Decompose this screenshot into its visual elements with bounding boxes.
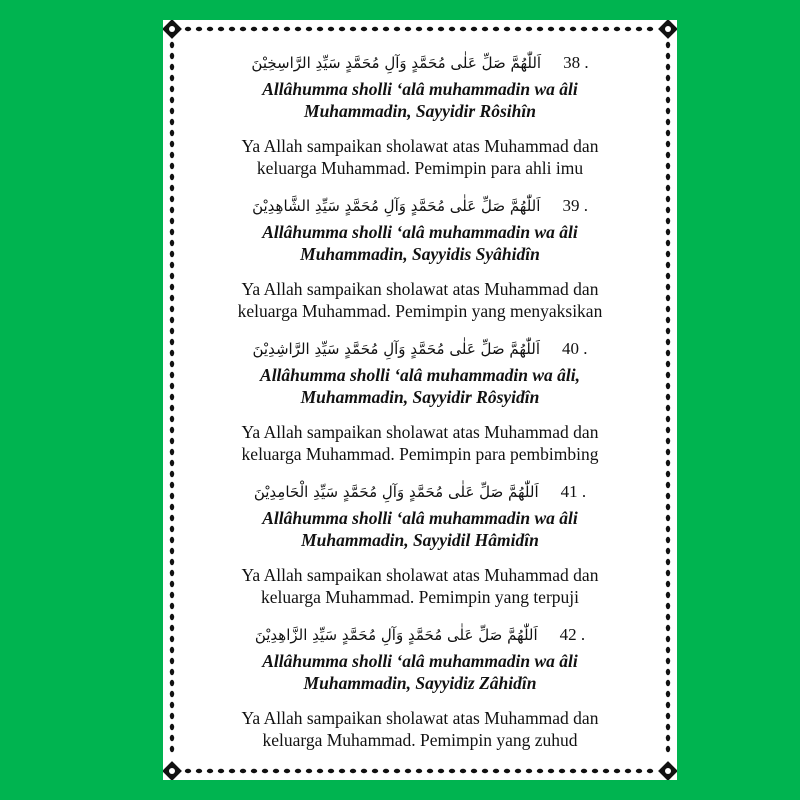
border-bead: [229, 769, 235, 773]
latin-line: Allâhumma sholli ‘alâ muhammadin wa âli: [262, 79, 578, 99]
border-bead: [603, 27, 609, 31]
prayer-entry: [163, 477, 677, 608]
border-bead: [416, 769, 422, 773]
entry-number: 39 .: [562, 196, 588, 215]
border-bead: [592, 769, 598, 773]
border-bead: [339, 27, 345, 31]
latin-line: Allâhumma sholli ‘alâ muhammadin wa âli: [262, 222, 578, 242]
border-bead: [218, 27, 224, 31]
arabic-text: اَللّٰهُمَّ صَلِّ عَلٰى مُحَمَّدٍ وَآلِ مُحَمَّدٍ سَيِّدِ الرَّاسِخِيْنَ: [251, 54, 542, 72]
translation-line: keluarga Muhammad. Pemimpin yang zuhud: [262, 730, 578, 750]
translation: [163, 564, 677, 608]
border-bead: [482, 769, 488, 773]
translation-line: Ya Allah sampaikan sholawat atas Muhammad dan: [241, 279, 599, 299]
latin-line: Allâhumma sholli ‘alâ muhammadin wa âli: [262, 651, 578, 671]
arabic-text: اَللّٰهُمَّ صَلِّ عَلٰى مُحَمَّدٍ وَآلِ مُحَمَّدٍ سَيِّدِ الشَّاهِدِيْنَ: [252, 197, 541, 215]
border-bead: [240, 769, 246, 773]
border-bead: [394, 769, 400, 773]
latin-transliteration: [163, 507, 677, 551]
border-bead: [559, 27, 565, 31]
border-bead: [427, 769, 433, 773]
border-bead: [218, 769, 224, 773]
latin-line: Allâhumma sholli ‘alâ muhammadin wa âli,: [260, 365, 580, 385]
prayer-entry: [163, 191, 677, 322]
border-bead: [306, 769, 312, 773]
latin-line: Allâhumma sholli ‘alâ muhammadin wa âli: [262, 508, 578, 528]
border-bead: [196, 769, 202, 773]
border-bead: [185, 27, 191, 31]
border-bead: [350, 27, 356, 31]
border-bead: [185, 769, 191, 773]
border-bead: [207, 27, 213, 31]
border-bead: [361, 769, 367, 773]
border-bead: [427, 27, 433, 31]
border-bead: [581, 27, 587, 31]
corner-ornament-center: [665, 768, 671, 774]
latin-transliteration: [163, 650, 677, 694]
translation: [163, 707, 677, 751]
border-bead: [559, 769, 565, 773]
arabic-text: اَللّٰهُمَّ صَلِّ عَلٰى مُحَمَّدٍ وَآلِ مُحَمَّدٍ سَيِّدِ الرَّاشِدِيْنَ: [252, 340, 540, 358]
translation-line: Ya Allah sampaikan sholawat atas Muhammad dan: [241, 565, 599, 585]
latin-line: Muhammadin, Sayyidil Hâmidîn: [301, 530, 539, 550]
border-bead: [350, 769, 356, 773]
prayer-list: [163, 48, 677, 751]
border-bead: [372, 27, 378, 31]
border-bead: [438, 27, 444, 31]
arabic-line: [163, 334, 677, 364]
border-bead: [537, 769, 543, 773]
border-bead: [548, 769, 554, 773]
translation-line: Ya Allah sampaikan sholawat atas Muhammad dan: [241, 136, 599, 156]
translation-line: Ya Allah sampaikan sholawat atas Muhammad dan: [241, 422, 599, 442]
border-bead: [625, 27, 631, 31]
prayer-entry: [163, 48, 677, 179]
border-bead: [526, 27, 532, 31]
border-bead: [493, 27, 499, 31]
border-bead: [383, 27, 389, 31]
entry-number: 40 .: [562, 339, 588, 358]
border-bead: [504, 27, 510, 31]
corner-ornament-center: [169, 768, 175, 774]
border-bead: [625, 769, 631, 773]
border-bead: [460, 769, 466, 773]
border-bead: [614, 769, 620, 773]
border-bead: [251, 769, 257, 773]
border-bead: [207, 769, 213, 773]
border-bead: [537, 27, 543, 31]
border-bead: [471, 769, 477, 773]
border-bead: [339, 769, 345, 773]
border-bead: [647, 769, 653, 773]
border-bead: [372, 769, 378, 773]
arabic-line: [163, 477, 677, 507]
border-bead: [416, 27, 422, 31]
entry-number: 42 .: [559, 625, 586, 644]
arabic-text: اَللّٰهُمَّ صَلِّ عَلٰى مُحَمَّدٍ وَآلِ مُحَمَّدٍ سَيِّدِ الزَّاهِدِيْنَ: [254, 626, 538, 644]
translation-line: Ya Allah sampaikan sholawat atas Muhammad dan: [241, 708, 599, 728]
entry-number: 41 .: [560, 482, 587, 501]
border-bead: [394, 27, 400, 31]
translation-line: keluarga Muhammad. Pemimpin yang terpuji: [260, 587, 580, 607]
border-bead: [262, 769, 268, 773]
latin-line: Muhammadin, Sayyidiz Zâhidîn: [303, 673, 537, 693]
border-bead: [493, 769, 499, 773]
latin-transliteration: [163, 221, 677, 265]
translation-line: keluarga Muhammad. Pemimpin para ahli imu: [256, 158, 584, 178]
border-bead: [548, 27, 554, 31]
border-bead: [460, 27, 466, 31]
border-bead: [295, 27, 301, 31]
latin-line: Muhammadin, Sayyidir Rôsihîn: [304, 101, 536, 121]
border-bead: [515, 27, 521, 31]
prayer-entry: [163, 620, 677, 751]
border-bead: [229, 27, 235, 31]
latin-line: Muhammadin, Sayyidis Syâhidîn: [300, 244, 540, 264]
border-bead: [284, 27, 290, 31]
border-bead: [328, 27, 334, 31]
border-bead: [317, 27, 323, 31]
border-bead: [405, 769, 411, 773]
border-bead: [284, 769, 290, 773]
document-page: [163, 20, 677, 780]
arabic-line: [163, 48, 677, 78]
arabic-line: [163, 191, 677, 221]
translation-line: keluarga Muhammad. Pemimpin yang menyaksikan: [237, 301, 603, 321]
latin-line: Muhammadin, Sayyidir Rôsyidîn: [300, 387, 540, 407]
border-bead: [240, 27, 246, 31]
translation-line: keluarga Muhammad. Pemimpin para pembimbing: [241, 444, 599, 464]
border-bead: [482, 27, 488, 31]
border-bead: [383, 769, 389, 773]
corner-ornament-center: [169, 26, 175, 32]
entry-number: 38 .: [563, 53, 589, 72]
border-bead: [317, 769, 323, 773]
border-bead: [614, 27, 620, 31]
border-bead: [295, 769, 301, 773]
border-bead: [273, 27, 279, 31]
border-bead: [251, 27, 257, 31]
border-bead: [504, 769, 510, 773]
latin-transliteration: [163, 78, 677, 122]
border-bead: [405, 27, 411, 31]
border-bead: [647, 27, 653, 31]
border-bead: [526, 769, 532, 773]
border-bead: [570, 769, 576, 773]
border-bead: [196, 27, 202, 31]
border-bead: [449, 769, 455, 773]
corner-ornament-center: [665, 26, 671, 32]
border-bead: [636, 769, 642, 773]
border-bead: [273, 769, 279, 773]
border-bead: [306, 27, 312, 31]
arabic-text: اَللّٰهُمَّ صَلِّ عَلٰى مُحَمَّدٍ وَآلِ مُحَمَّدٍ سَيِّدِ الْحَامِدِيْنَ: [253, 483, 539, 501]
latin-transliteration: [163, 364, 677, 408]
translation: [163, 278, 677, 322]
border-bead: [515, 769, 521, 773]
border-bead: [361, 27, 367, 31]
border-bead: [328, 769, 334, 773]
translation: [163, 135, 677, 179]
border-bead: [636, 27, 642, 31]
prayer-entry: [163, 334, 677, 465]
border-bead: [471, 27, 477, 31]
border-bead: [262, 27, 268, 31]
border-bead: [570, 27, 576, 31]
border-bead: [581, 769, 587, 773]
translation: [163, 421, 677, 465]
border-bead: [592, 27, 598, 31]
border-bead: [438, 769, 444, 773]
border-bead: [449, 27, 455, 31]
border-bead: [603, 769, 609, 773]
arabic-line: [163, 620, 677, 650]
